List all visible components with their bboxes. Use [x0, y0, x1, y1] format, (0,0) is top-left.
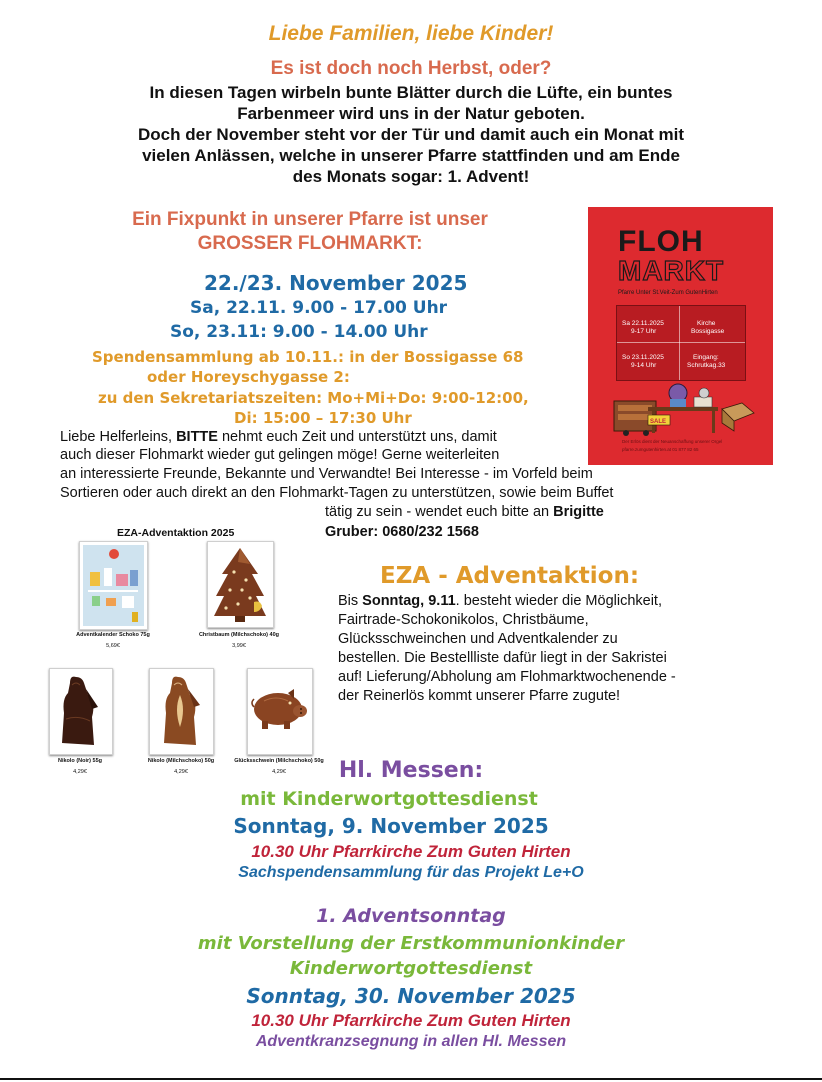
product-card-nikolo-milch	[149, 668, 214, 755]
product-label: Adventkalender Schoko 75g	[76, 632, 150, 638]
bottom-rule	[0, 1078, 822, 1080]
messe-2-note: Adventkranzsegnung in allen Hl. Messen	[255, 1033, 567, 1050]
helfer-line: an interessierte Freunde, Bekannte und Verwandte! Bei Interesse - im Vorfeld beim	[60, 466, 593, 482]
product-price: 3,99€	[232, 643, 246, 649]
helfer-line: Sortieren oder auch direkt an den Flohmarkt-Tagen zu unterstützen, sowie beim Buffet	[60, 485, 614, 501]
eza-line: Fairtrade-Schokonikolos, Christbäume,	[338, 612, 589, 628]
gluecksschwein-image	[248, 669, 312, 754]
helfer-bitte: BITTE	[176, 429, 218, 445]
poster-sat-time: 9-17 Uhr	[631, 328, 657, 335]
eza-line: bestellen. Die Bestellliste dafür liegt in der Sakristei	[338, 650, 667, 666]
eza-text: Bis	[338, 593, 363, 609]
poster-title-2: MARKT	[618, 255, 725, 286]
poster-footer-2: pfarre.zumgutenhirten.at 01 877 82 65	[622, 447, 699, 452]
christbaum-image	[208, 542, 273, 627]
messen-heading: Hl. Messen:	[338, 758, 484, 783]
eza-heading: EZA - Adventaktion:	[380, 563, 640, 589]
flohmarkt-lead-2: GROSSER FLOHMARKT:	[197, 233, 423, 254]
poster-title-1: FLOH	[618, 225, 704, 258]
eza-panel-title: EZA-Adventaktion 2025	[117, 527, 235, 539]
adventkalender-image	[80, 542, 147, 629]
flohmarkt-date: 22./23. November 2025	[204, 271, 468, 295]
messe-1-date: Sonntag, 9. November 2025	[233, 814, 549, 838]
poster-sat-date: Sa 22.11.2025	[622, 320, 664, 327]
messe-2-date: Sonntag, 30. November 2025	[246, 984, 576, 1008]
intro-text	[0, 82, 822, 187]
poster-flea-illustration	[608, 379, 758, 437]
eza-line: Glücksschweinchen und Adventkalender zu	[338, 631, 618, 647]
eza-text: . besteht wieder die Möglichkeit,	[455, 593, 662, 609]
poster-sun-date: So 23.11.2025	[622, 354, 664, 361]
helfer-line: auch dieser Flohmarkt wieder gut gelingen möge! Gerne weiterleiten	[60, 447, 500, 463]
helfer-text: nehmt euch Zeit und unterstützt uns, damit	[217, 429, 497, 445]
helfer-contact: Gruber: 0680/232 1568	[325, 524, 479, 540]
product-price: 4,29€	[272, 769, 286, 775]
product-card-gluecksschwein	[247, 668, 313, 755]
product-card-adventkalender	[79, 541, 148, 630]
flohmarkt-poster	[588, 207, 773, 465]
messe-1-time: 10.30 Uhr Pfarrkirche Zum Guten Hirten	[251, 842, 571, 861]
poster-footer-1: Der Erlös dient der Neuanschaffung unserer Orgel	[622, 439, 723, 444]
eza-line: auf! Lieferung/Abholung am Flohmarktwochenende -	[338, 669, 676, 685]
product-price: 4,29€	[73, 769, 87, 775]
question-line: Es ist doch noch Herbst, oder?	[270, 58, 552, 79]
flohmarkt-lead-1: Ein Fixpunkt in unserer Pfarre ist unser	[132, 209, 488, 230]
nikolo-noir-image	[50, 669, 112, 754]
messe-2-subtitle-2: Kinderwortgottesdienst	[289, 958, 533, 979]
poster-sun-time: 9-14 Uhr	[631, 362, 657, 369]
eza-line: der Reinerlös kommt unserer Pfarre zugute!	[338, 688, 621, 704]
poster-sale-tag: SALE	[650, 419, 667, 425]
flohmarkt-day-2: So, 23.11: 9.00 - 14.00 Uhr	[170, 322, 428, 342]
poster-loc-2b: Schrutkag.33	[687, 362, 726, 369]
spenden-line: zu den Sekretariatszeiten: Mo+Mi+Do: 9:00-12:00,	[98, 389, 529, 407]
product-price: 4,29€	[174, 769, 188, 775]
helfer-line	[325, 504, 604, 520]
product-label: Christbaum (Milchschoko) 40g	[198, 632, 280, 638]
poster-subtitle: Pfarre Unter St.Veit-Zum GutenHirten	[618, 290, 718, 296]
poster-loc-2a: Eingang:	[693, 354, 719, 361]
intro-line: Doch der November steht vor der Tür und damit auch ein Monat mit	[138, 125, 684, 144]
helfer-text: tätig zu sein - wendet euch bitte an	[325, 504, 554, 520]
messe-2-title: 1. Adventsonntag	[316, 905, 506, 927]
poster-loc-1a: Kirche	[697, 320, 716, 327]
product-label: Glücksschwein (Milchschoko) 50g	[234, 758, 324, 764]
intro-line: des Monats sogar: 1. Advent!	[292, 167, 530, 186]
helfer-contact-name: Brigitte	[553, 504, 604, 520]
eza-line	[338, 593, 662, 609]
messe-2-time: 10.30 Uhr Pfarrkirche Zum Guten Hirten	[251, 1011, 571, 1030]
poster-info-box	[616, 305, 746, 381]
intro-line: Farbenmeer wird uns in der Natur geboten.	[237, 104, 585, 123]
spenden-line: Spendensammlung ab 10.11.: in der Bossigasse 68	[92, 348, 524, 366]
intro-line: In diesen Tagen wirbeln bunte Blätter durch die Lüfte, ein buntes	[149, 83, 673, 102]
helfer-text: Liebe Helferleins,	[60, 429, 177, 445]
intro-line: vielen Anlässen, welche in unserer Pfarre stattfinden und am Ende	[142, 146, 680, 165]
eza-deadline: Sonntag, 9.11	[362, 593, 456, 609]
messe-2-subtitle: mit Vorstellung der Erstkommunionkinder	[197, 933, 625, 954]
product-price: 5,69€	[106, 643, 120, 649]
spenden-line: Di: 15:00 – 17:30 Uhr	[234, 409, 412, 427]
product-label: Nikolo (Noir) 55g	[57, 758, 102, 764]
product-card-christbaum	[207, 541, 274, 628]
nikolo-milch-image	[150, 669, 213, 754]
messe-1-note: Sachspendensammlung für das Projekt Le+O	[238, 864, 584, 881]
product-label: Nikolo (Milchschoko) 50g	[147, 758, 215, 764]
product-card-nikolo-noir	[49, 668, 113, 755]
flohmarkt-day-1: Sa, 22.11. 9.00 - 17.00 Uhr	[190, 298, 448, 318]
spenden-line: oder Horeyschygasse 2:	[147, 368, 350, 386]
helfer-line	[60, 429, 497, 445]
poster-loc-1b: Bossigasse	[691, 328, 725, 335]
page-heading: Liebe Familien, liebe Kinder!	[268, 22, 554, 45]
messe-1-subtitle: mit Kinderwortgottesdienst	[240, 788, 538, 810]
